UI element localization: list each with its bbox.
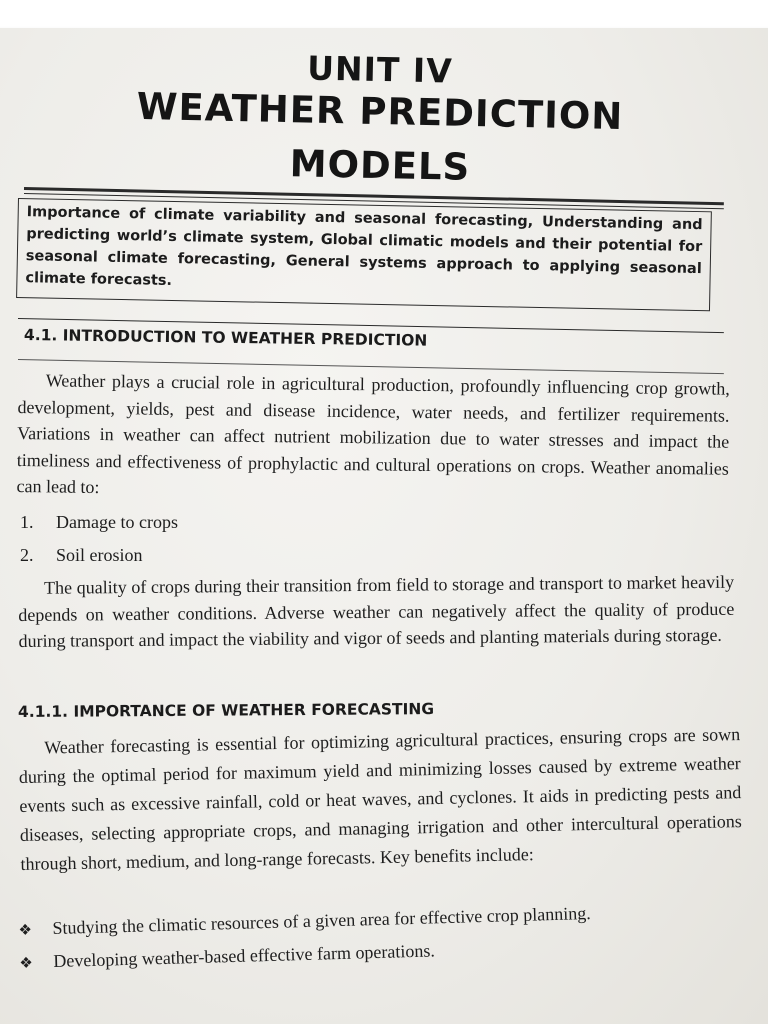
list-item-number: 2. <box>20 545 34 565</box>
list-item-number: 1. <box>20 512 34 532</box>
forecasting-paragraph: Weather forecasting is essential for optimizing agricultural practices, ensuring crops are sown during the optimal period for maximum yield and minimizing losses caused by extreme weather events such as excessive rainfall, cold or heat waves, and cyclones. It aids in predicting pests and diseases, selecting appropriate crops, and managing irrigation and other intercultural operations through short, medium, and long-range forecasts. Key benefits include: <box>18 724 742 874</box>
list-item-text: Studying the climatic resources of a given area for effective crop planning. <box>52 903 591 939</box>
anomaly-effects-list <box>20 506 178 572</box>
diamond-bullet-icon: ❖ <box>19 953 34 972</box>
list-item-text: Developing weather-based effective farm operations. <box>53 940 436 972</box>
chapter-title-line-2: MODELS <box>289 142 471 189</box>
list-item-text: Damage to crops <box>56 512 178 532</box>
section-heading: 4.1. INTRODUCTION TO WEATHER PREDICTION <box>23 326 428 350</box>
benefits-list <box>18 897 592 979</box>
book-page <box>0 28 768 1024</box>
chapter-title-line-1: WEATHER PREDICTION <box>136 84 624 139</box>
chapter-summary-text: Importance of climate variability and seasonal forecasting, Understanding and predicting world’s climate system, Global climatic models and their potential for seasonal climate forecasting, General systems approach to applying seasonal climate forecasts. <box>25 204 703 289</box>
subsection-heading: 4.1.1. IMPORTANCE OF WEATHER FORECASTING <box>17 700 435 721</box>
list-item <box>20 539 178 572</box>
list-item-text: Soil erosion <box>56 545 143 565</box>
diamond-bullet-icon: ❖ <box>18 920 33 939</box>
chapter-summary-box <box>16 198 712 311</box>
intro-paragraph: Weather plays a crucial role in agricultural production, profoundly influencing crop growth, development, yields, pest and disease incidence, water needs, and fertilizer requirements. Variations in weather can affect nutrient mobilization due to water stresses and impact the timeliness and effectiveness of prophylactic and cultural operations on crops. Weather anomalies can lead to: <box>16 370 730 498</box>
crop-quality-paragraph: The quality of crops during their transition from field to storage and transport to market heavily depends on weather conditions. Adverse weather can negatively affect the quality of produce during transport and impact the viability and vigor of seeds and planting materials during storage. <box>18 571 735 651</box>
list-item <box>20 506 178 539</box>
unit-title: UNIT IV <box>306 48 454 91</box>
